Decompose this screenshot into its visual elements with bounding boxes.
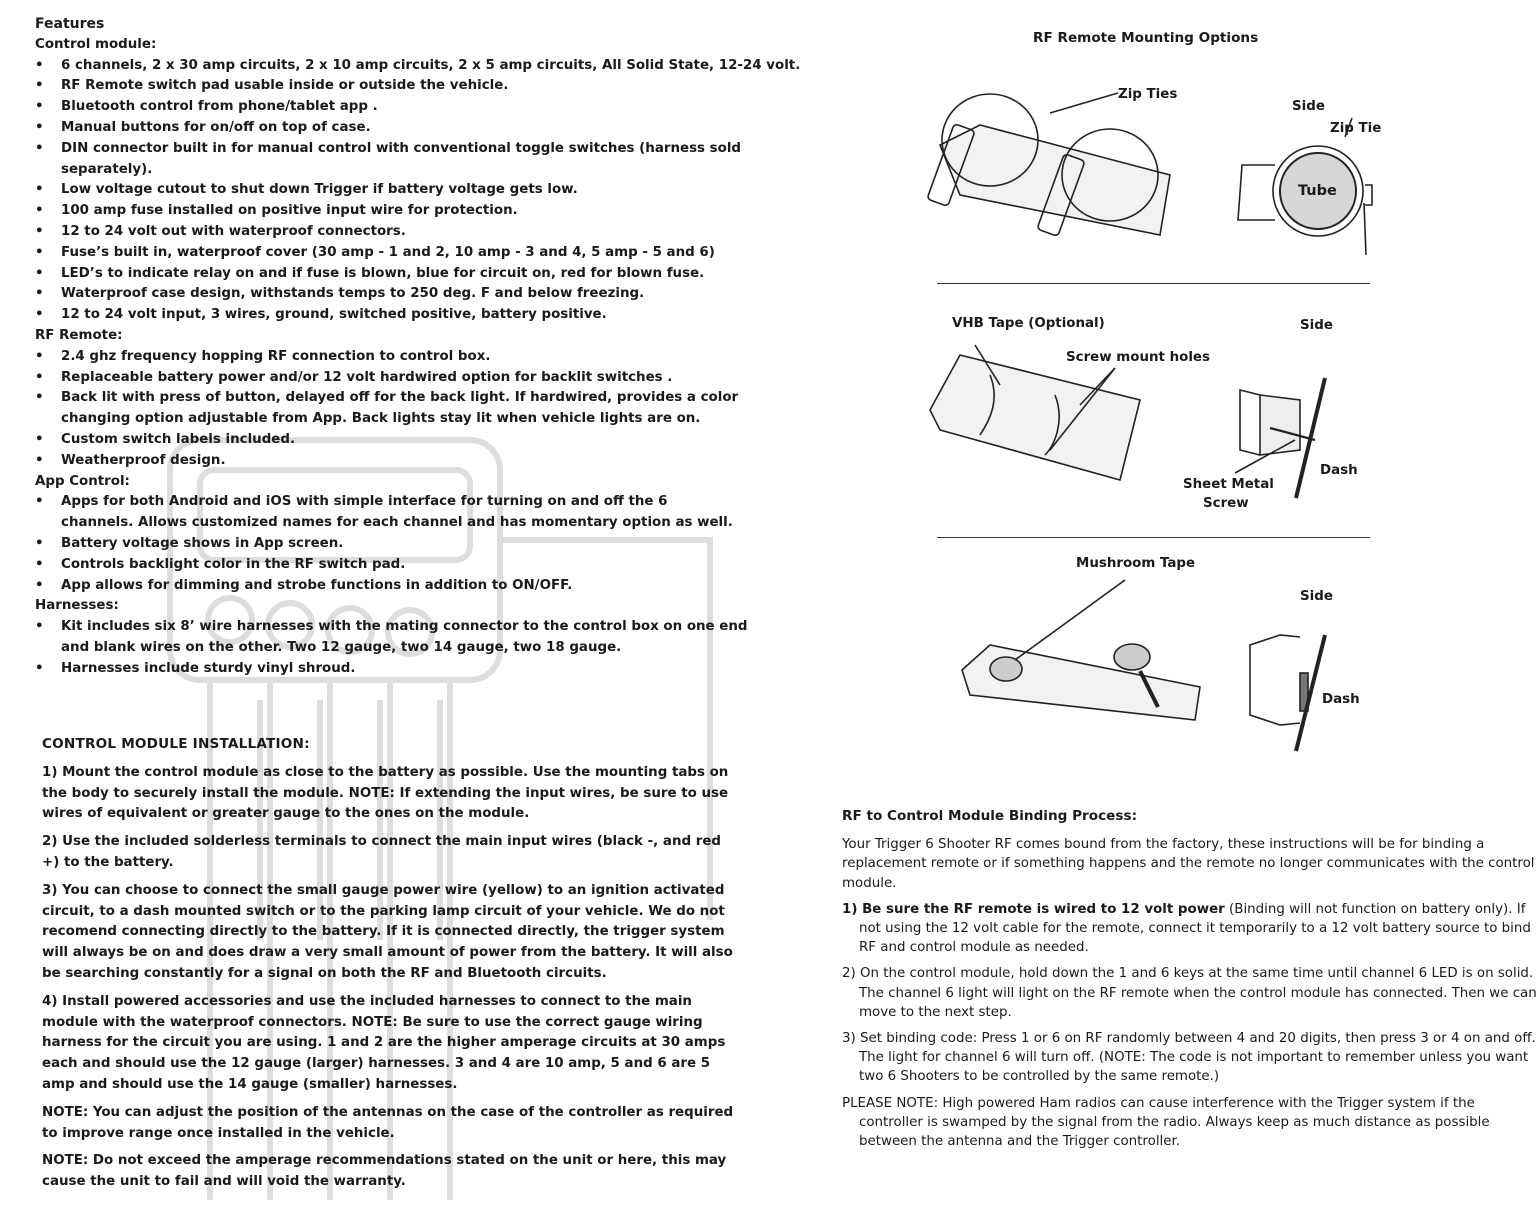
- installation-step-4: 4) Install powered accessories and use the included harnesses to connect to the main module with the waterproof connectors. NOTE: Be sure to use the correct gauge wiring harness for the circuit you are using. 1 and 2 are the higher amperage circuits at 30 amps each and should use the 12 gauge (larger) harnesses. 3 and 4 are 10 amp, 5 and 6 are 5 amp and should use the 14 gauge (smaller) harnesses.: [42, 993, 726, 1092]
- label-tube: Tube: [1298, 183, 1337, 199]
- features-section: [35, 14, 825, 680]
- label-side-1: Side: [1292, 99, 1325, 114]
- label-mushroom-tape: Mushroom Tape: [1076, 556, 1196, 571]
- list-item: • Apps for both Android and iOS with simple interface for turning on and off the 6 channels. Allows customized names for each channel and has momentary option as well.: [35, 492, 735, 534]
- installation-note-warranty: NOTE: Do not exceed the amperage recommendations stated on the unit or here, this may cause the unit to fail and will void the warranty.: [42, 1153, 727, 1190]
- mushroom-tape-mount-illustration: [950, 575, 1350, 755]
- list-item: • Back lit with press of button, delayed off for the back light. If hardwired, provides a color changing option adjustable from App. Back lights stay lit when vehicle lights are on.: [35, 388, 780, 430]
- list-item: • 2.4 ghz frequency hopping RF connection to control box.: [35, 347, 780, 368]
- label-dash-1: Dash: [1320, 463, 1358, 478]
- installation-step-2: 2) Use the included solderless terminals to connect the main input wires (black -, and red +) to the battery.: [42, 834, 721, 870]
- control-module-label: Control module:: [35, 36, 157, 52]
- list-item: • Controls backlight color in the RF switch pad.: [35, 555, 735, 576]
- list-item: • Battery voltage shows in App screen.: [35, 534, 735, 555]
- list-item: • App allows for dimming and strobe functions in addition to ON/OFF.: [35, 576, 735, 597]
- label-zip-ties: Zip Ties: [1118, 87, 1178, 102]
- harnesses-label: Harnesses:: [35, 598, 119, 614]
- list-item: • DIN connector built in for manual control with conventional toggle switches (harness sold separately).: [35, 139, 825, 181]
- binding-step-1: [842, 900, 1537, 958]
- list-item: • 12 to 24 volt out with waterproof connectors.: [35, 222, 825, 243]
- list-item: • Bluetooth control from phone/tablet app .: [35, 97, 825, 118]
- list-item: • Replaceable battery power and/or 12 volt hardwired option for backlit switches .: [35, 368, 780, 389]
- binding-heading: RF to Control Module Binding Process:: [842, 808, 1138, 824]
- rf-remote-list: [35, 347, 780, 472]
- label-vhb-tape: VHB Tape (Optional): [952, 316, 1105, 331]
- list-item: • 100 amp fuse installed on positive input wire for protection.: [35, 201, 825, 222]
- app-control-list: [35, 492, 735, 596]
- control-module-list: [35, 56, 825, 326]
- label-screw-mount-holes: Screw mount holes: [1066, 350, 1210, 365]
- installation-step-1: 1) Mount the control module as close to the battery as possible. Use the mounting tabs on the body to securely install the module. NOTE: If extending the input wires, be sure to use wires of equivalent or greater gauge to the ones on the module.: [42, 764, 729, 822]
- installation-step-3: 3) You can choose to connect the small gauge power wire (yellow) to an ignition activated circuit, to a dash mounted switch or to the parking lamp circuit of your vehicle. We do not recomend connecting directly to the battery. If it is connected directly, the trigger system will always be on and does draw a very small amount of power from the battery. It will also be searching constantly for a signal on both the RF and Bluetooth circuits.: [42, 882, 733, 981]
- list-item: • Weatherproof design.: [35, 451, 780, 472]
- list-item: • RF Remote switch pad usable inside or outside the vehicle.: [35, 76, 825, 97]
- installation-section: [42, 734, 742, 1200]
- binding-step-3: 3) Set binding code: Press 1 or 6 on RF randomly between 4 and 20 digits, then press 3 or 4 on and off. The light for channel 6 will turn off. (NOTE: The code is not important to remember unless you want two 6 Shooters to be controlled by the same remote.): [842, 1031, 1536, 1085]
- list-item: • Manual buttons for on/off on top of case.: [35, 118, 825, 139]
- rf-remote-label: RF Remote:: [35, 327, 123, 343]
- list-item: • Waterproof case design, withstands temps to 250 deg. F and below freezing.: [35, 284, 825, 305]
- installation-heading: CONTROL MODULE INSTALLATION:: [42, 736, 310, 752]
- list-item: • 12 to 24 volt input, 3 wires, ground, switched positive, battery positive.: [35, 305, 825, 326]
- divider: [937, 537, 1370, 538]
- list-item: • Kit includes six 8’ wire harnesses with the mating connector to the control box on one end and blank wires on the other. Two 12 gauge, two 14 gauge, two 18 gauge.: [35, 617, 755, 659]
- label-side-3: Side: [1300, 589, 1333, 604]
- list-item: • Custom switch labels included.: [35, 430, 780, 451]
- label-sheet-metal: Sheet Metal: [1183, 477, 1274, 492]
- installation-note-antennas: NOTE: You can adjust the position of the antennas on the case of the controller as required to improve range once installed in the vehicle.: [42, 1104, 734, 1141]
- label-dash-2: Dash: [1322, 692, 1360, 707]
- features-heading: Features: [35, 16, 105, 32]
- label-zip-tie: Zip Tie: [1330, 121, 1382, 136]
- divider: [937, 283, 1370, 284]
- list-item: • Harnesses include sturdy vinyl shroud.: [35, 659, 755, 680]
- app-control-label: App Control:: [35, 473, 130, 489]
- binding-intro: Your Trigger 6 Shooter RF comes bound from the factory, these instructions will be for binding a replacement remote or if something happens and the remote no longer communicates with the control module.: [842, 837, 1535, 891]
- binding-step-2: 2) On the control module, hold down the 1 and 6 keys at the same time until channel 6 LED is on solid. The channel 6 light will light on the RF remote when the control module has connected. Then we can move to the next step.: [842, 966, 1537, 1020]
- harnesses-list: [35, 617, 755, 679]
- binding-step-1-emphasis: 1) Be sure the RF remote is wired to 12 volt power: [842, 901, 1225, 917]
- binding-please-note: PLEASE NOTE: High powered Ham radios can cause interference with the Trigger system if the controller is swamped by the signal from the radio. Always keep as much distance as possible between the antenna and the Trigger controller.: [842, 1095, 1490, 1150]
- list-item: • LED’s to indicate relay on and if fuse is blown, blue for circuit on, red for blown fuse.: [35, 264, 825, 285]
- binding-step-1-text: (Binding will not function on battery only). If not using the 12 volt cable for the remote, connect it temporarily to a 12 volt battery source to bind RF and control module as needed.: [859, 901, 1531, 956]
- label-side-2: Side: [1300, 318, 1333, 333]
- list-item: • Fuse’s built in, waterproof cover (30 amp - 1 and 2, 10 amp - 3 and 4, 5 amp - 5 and 6): [35, 243, 825, 264]
- list-item: • 6 channels, 2 x 30 amp circuits, 2 x 10 amp circuits, 2 x 5 amp circuits, All Solid State, 12-24 volt.: [35, 56, 825, 77]
- mounting-title: RF Remote Mounting Options: [1033, 30, 1259, 46]
- binding-section: [842, 807, 1537, 1158]
- list-item: • Low voltage cutout to shut down Trigger if battery voltage gets low.: [35, 180, 825, 201]
- label-screw: Screw: [1203, 496, 1249, 511]
